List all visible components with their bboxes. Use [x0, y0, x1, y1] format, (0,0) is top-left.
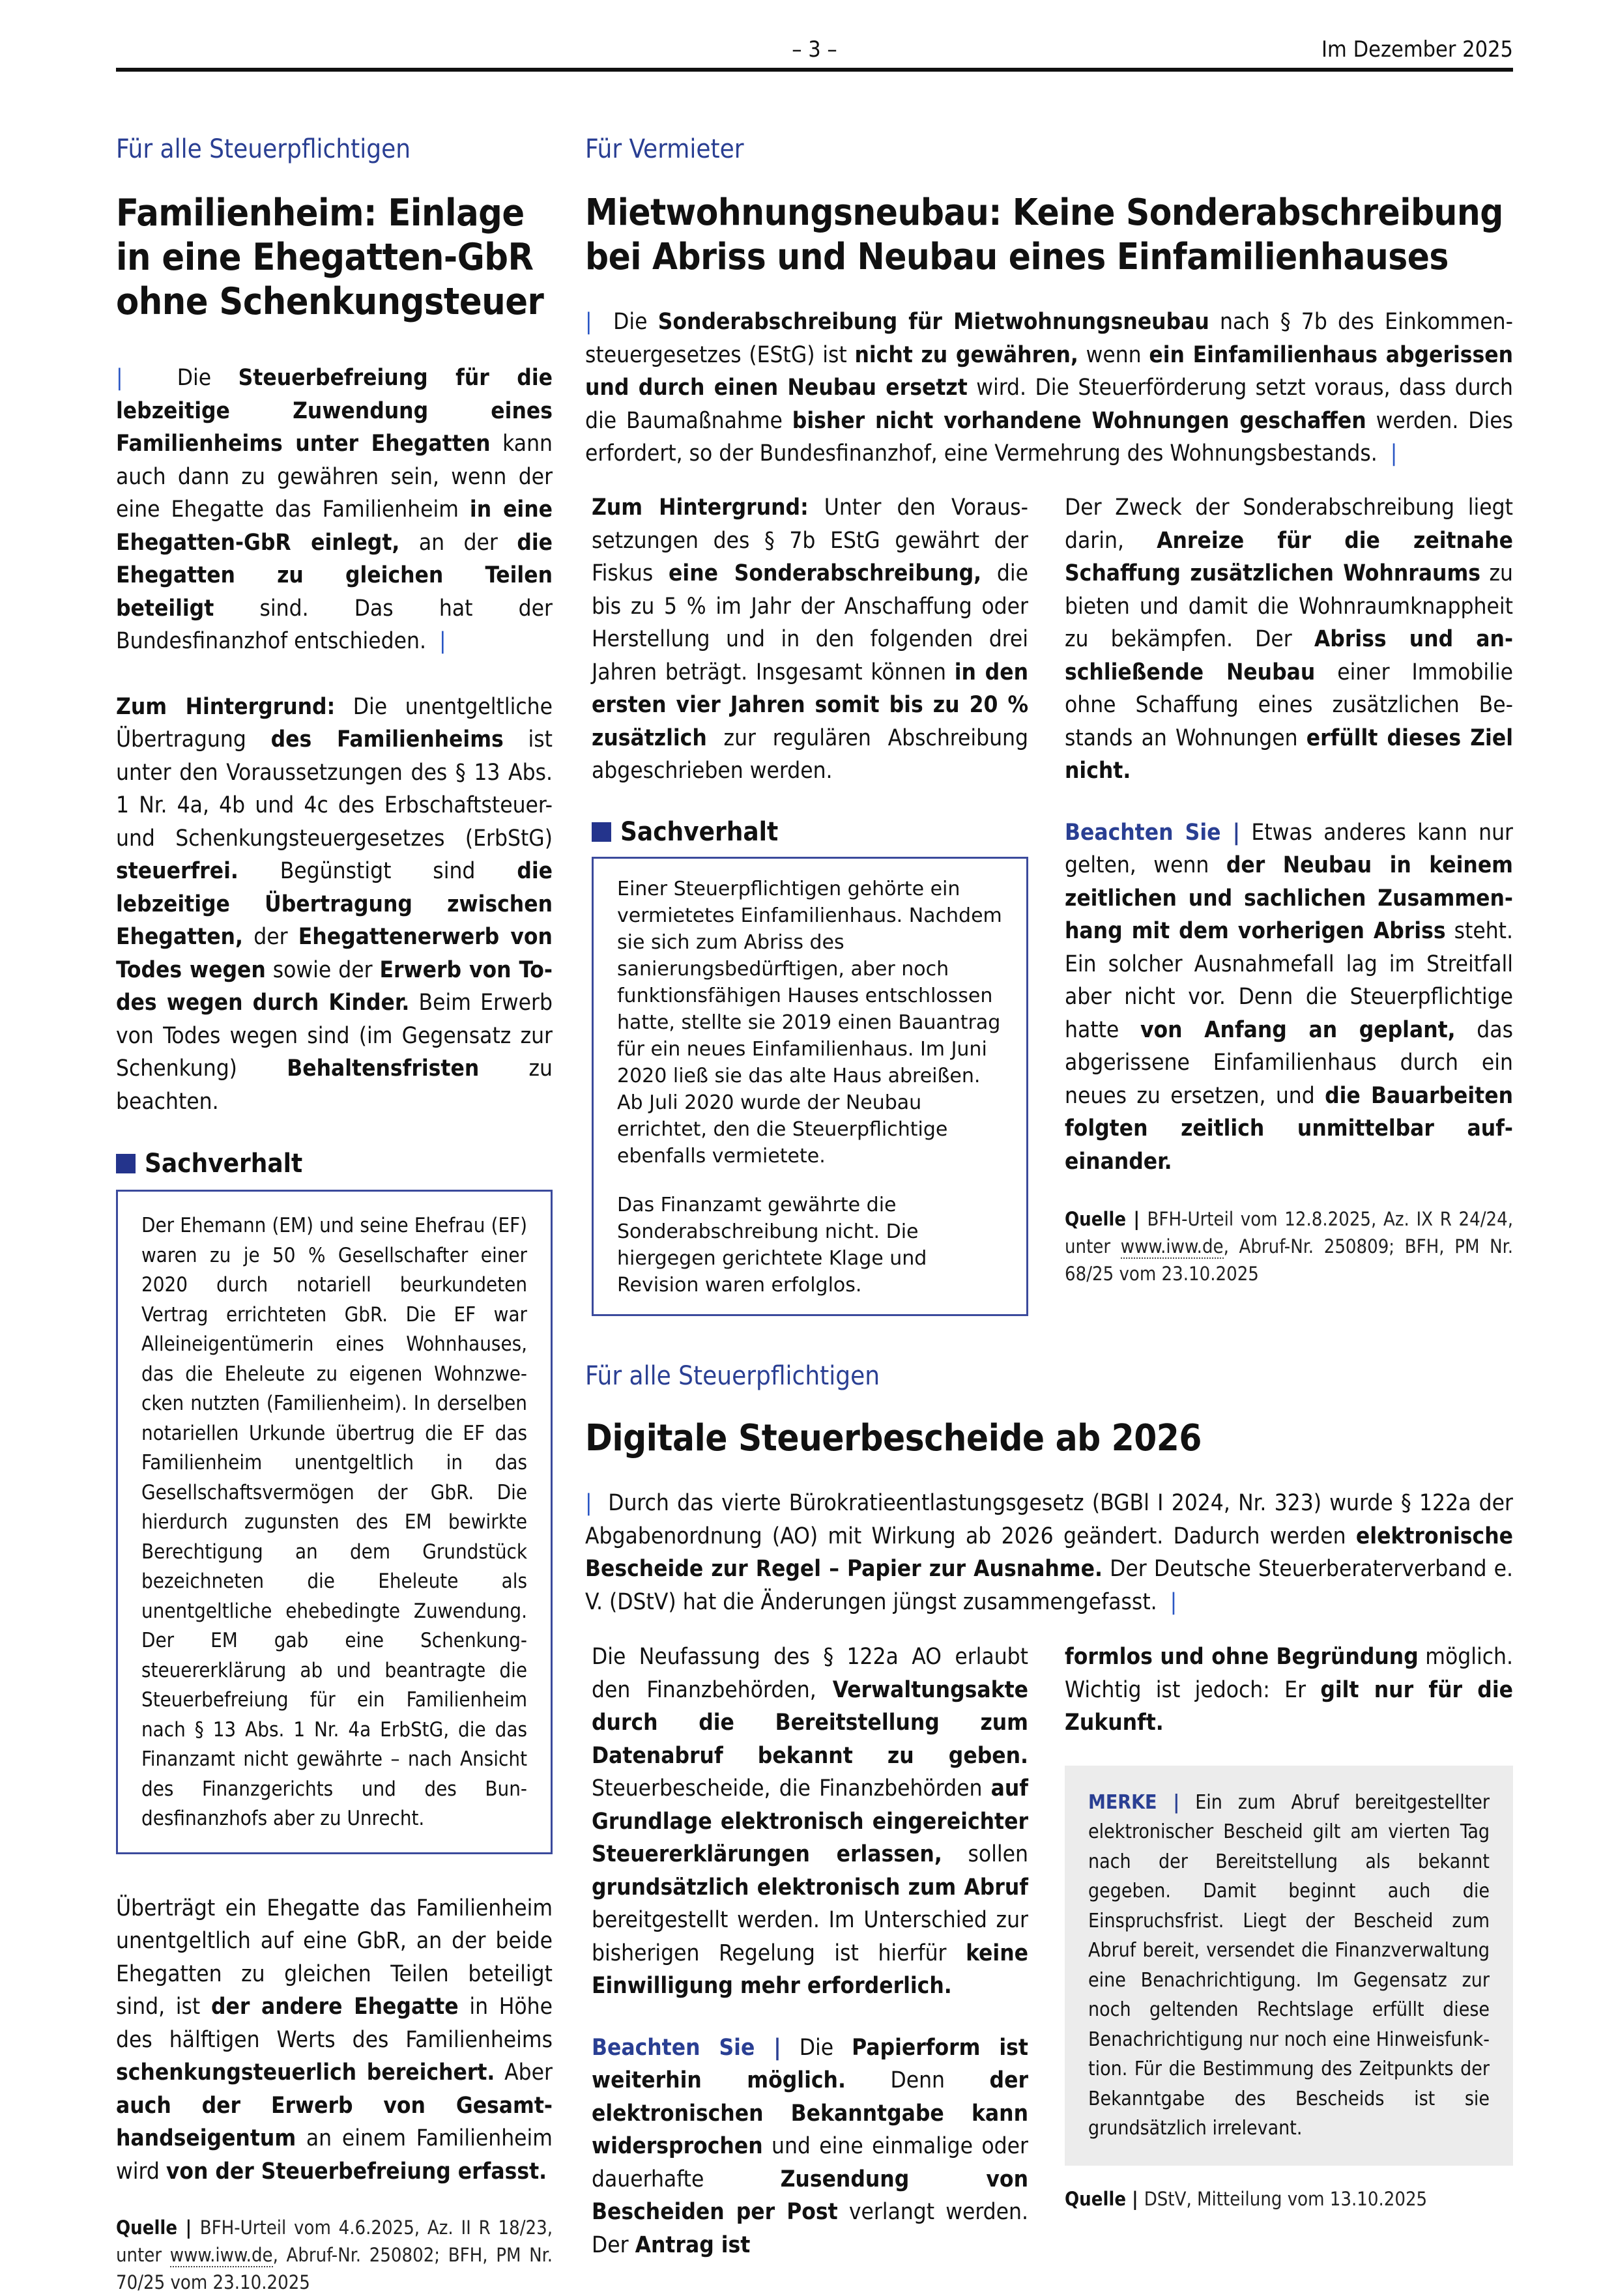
article-purpose: Der Zweck der Sonderabschreibung liegt darin, Anreize für die zeitnahe Schaffung zusätzlichen Wohnraums zu bieten und damit die Wohnraumknappheit zu bekämpfen. Der Abriss und anschließende Neubau einer Immobilie ohne Schaffung eines zusätzlichen Bestands an Wohnungen erfüllt dieses Ziel nicht. [1065, 495, 1514, 784]
article-kicker: Für Vermieter [585, 134, 744, 164]
square-bullet-icon [116, 1154, 136, 1173]
merke-box: MERKE | Ein zum Abruf bereitgestellter elektronischer Bescheid gilt am vierten Tag nach der Bereitstellung als bekannt gegeben. Damit beginnt auch die Einspruchsfrist. Liegt der Bescheid zum Abruf bereit, versendet die Finanzverwaltung eine Benachrichtigung. Im Gegensatz zur noch geltenden Rechtslage erfüllt diese Benachrichtigung nur noch eine Hinweisfunktion. Für die Bestimmung des Zeitpunkts der Bekanntgabe des Bescheids ist sie grundsätzlich irrelevant. [1065, 1766, 1513, 2166]
article2-right-column [1065, 491, 1513, 1287]
article-kicker: Für alle Steuerpflichtigen [585, 1361, 880, 1391]
article-conclusion: Überträgt ein Ehegatte das Familienheim unentgeltlich auf eine GbR, an der beide Ehegatten zu gleichen Teilen beteiligt sind, ist der andere Ehegatte in Höhe des hälftigen Werts des Familienheims schenkungsteuerlich bereichert. Aber auch der Erwerb von Gesamthandseigentum an einem Familienheim wird von der Steuerbefreiung erfasst. [116, 1895, 553, 2185]
facts-box: Der Ehemann (EM) und seine Ehefrau (EF) waren zu je 50 % Gesellschafter einer 2020 durch notariell beurkundeten Vertrag errichteten GbR. Die EF war Alleineigentümerin eines Wohnhauses, das die Eheleute zu eigenen Wohnzwecken nutzten (Familienheim). In derselben notariellen Urkunde übertrug die EF das Familienheim unentgeltlich in das Gesellschaftsvermögen der GbR. Die hierdurch zugunsten des EM bewirkte Berechtigung an dem Grundstück bezeichneten die Eheleute als unentgeltliche ehebedingte Zuwendung. Der EM gab eine Schenkungsteuererklärung ab und beantragte die Steuerbefreiung für ein Familienheim nach § 13 Abs. 1 Nr. 4a ErbStG, die das Finanzamt nicht gewährte – nach Ansicht des Finanzgerichts und des Bundesfinanzhofs aber zu Unrecht. [116, 1190, 553, 1854]
article-familienheim [116, 134, 553, 2296]
note-beachten-sie: Beachten Sie | Die Papierform ist weiterhin möglich. Denn der elektronischen Bekanntgabe kann widersprochen und eine einmalige oder dauerhafte Zusendung von Bescheiden per Post verlangt werden. Der Antrag ist [592, 2034, 1028, 2258]
lead-end-bar-icon: | [1377, 440, 1398, 466]
lead-end-bar-icon: | [1157, 1588, 1177, 1615]
article-background: Zum Hintergrund: Die unentgeltliche Übertragung des Familienheims ist unter den Voraussetzungen des § 13 Abs. 1 Nr. 4a, 4b und 4c des Erbschaftsteuer- und Schenkungsteuergesetzes (ErbStG) steuerfrei. Begünstigt sind die lebzeitige Übertragung zwischen Ehegatten, der Ehegattenerwerb von Todes wegen sowie der Erwerb von Todes wegen durch Kinder. Beim Erwerb von Todes wegen sind (im Gegensatz zur Schenkung) Behaltensfristen zu beachten. [116, 693, 553, 1115]
lead-bar-icon: | [585, 1490, 609, 1516]
article-kicker: Für alle Steuerpflichtigen [116, 134, 411, 164]
lead-bar-icon: | [585, 309, 614, 335]
section-heading-sachverhalt: Sachverhalt [116, 1148, 553, 1179]
source-citation: Quelle | BFH-Urteil vom 12.8.2025, Az. IX R 24/24, unter www.iww.de, Abruf-Nr. 250809; BFH, PM Nr. 68/25 vom 23.10.2025 [1065, 1208, 1513, 1285]
article3-middle-column [592, 1641, 1028, 2261]
source-citation: Quelle | DStV, Mitteilung vom 13.10.2025 [1065, 2187, 1428, 2210]
article-mietwohnungsneubau [585, 134, 1513, 470]
square-bullet-icon [592, 822, 611, 842]
article-lead: | Die Sonderabschreibung für Mietwohnungsneubau nach § 7b des Einkommensteuergesetzes (EStG) ist nicht zu gewähren, wenn ein Einfamilienhaus abgerissen und durch einen Neubau ersetzt wird. Die Steuerförderung setzt voraus, dass durch die Baumaßnahme bisher nicht vorhandene Wohnungen geschaffen werden. Dies erfordert, so der Bundesfinanzhof, eine Vermehrung des Wohnungsbestands. | [585, 309, 1514, 466]
article-digitale-steuerbescheide [585, 1360, 1513, 1618]
lead-bar-icon: | [116, 365, 177, 391]
issue-date: Im Dezember 2025 [1321, 36, 1513, 63]
section-heading-sachverhalt: Sachverhalt [592, 816, 1028, 848]
lead-end-bar-icon: | [426, 628, 446, 654]
facts-box: Einer Steuerpflichtigen gehörte ein vermietetes Einfamilienhaus. Nachdem sie sich zum Abriss des sanierungsbedürftigen, aber noch funktionsfähigen Hauses entschlossen hatte, stellte sie 2019 einen Bauantrag für ein neues Einfamilienhaus. Im Juni 2020 ließ sie das alte Haus abreißen. Ab Juli 2020 wurde der Neubau errichtet, den die Steuerpflichtige ebenfalls vermietete. Das Finanzamt gewährte die Sonderabschreibung nicht. Die hiergegen gerichtete Klage und Revision waren erfolglos. [592, 857, 1028, 1316]
article-title: Mietwohnungsneubau: Keine Sonderabschreibung bei Abriss und Neubau eines Einfamilienhauses [585, 192, 1503, 278]
article-title: Digitale Steuerbescheide ab 2026 [585, 1417, 1202, 1459]
iww-link[interactable]: www.iww.de [169, 2244, 273, 2266]
article-lead: | Durch das vierte Bürokratieentlastungsgesetz (BGBl I 2024, Nr. 323) wurde § 122a der Abgabenordnung (AO) mit Wirkung ab 2026 geändert. Dadurch werden elektronische Bescheide zur Regel – Papier zur Ausnahme. Der Deutsche Steuerberaterverband e. V. (DStV) hat die Änderungen jüngst zusammengefasst. | [585, 1490, 1514, 1615]
article-body: Die Neufassung des § 122a AO erlaubt den Finanzbehörden, Verwaltungsakte durch die Bereitstellung zum Datenabruf bekannt zu geben. Steuerbescheide, die Finanzbehörden auf Grundlage elektronisch eingereichter Steuererklärungen erlassen, sollen grundsätzlich elektronisch zum Abruf bereitgestellt werden. Im Unterschied zur bisherigen Regelung ist hierfür keine Einwilligung mehr erforderlich. [592, 1644, 1028, 1999]
article-continuation: formlos und ohne Begründung möglich. Wichtig ist jedoch: Er gilt nur für die Zukunft. [1065, 1644, 1513, 1736]
article-title: Familienheim: Einlage in eine Ehegatten-GbR ohne Schenkungsteuer [116, 192, 544, 323]
page-header [116, 34, 1513, 72]
article-background: Zum Hintergrund: Unter den Voraussetzungen des § 7b EStG gewährt der Fiskus eine Sonderabschreibung, die bis zu 5 % im Jahr der Anschaffung oder Herstellung und in den folgenden drei Jahren beträgt. Insgesamt können in den ersten vier Jahren somit bis zu 20 % zusätzlich zur regulären Abschreibung abgeschrieben werden. [592, 495, 1029, 784]
article3-right-column [1065, 1641, 1513, 2213]
note-beachten-sie: Beachten Sie | Etwas anderes kann nur gelten, wenn der Neubau in keinem zeitlichen und sachlichen Zusammenhang mit dem vorherigen Abriss steht. Ein solcher Ausnahmefall lag im Streitfall aber nicht vor. Denn die Steuerpflichtige hatte von Anfang an geplant, das abgerissene Einfamilienhaus durch ein neues zu ersetzen, und die Bauarbeiten folgten zeitlich unmittelbar aufeinander. [1065, 819, 1514, 1175]
article-lead: | Die Steuerbefreiung für die lebzeitige Zuwendung eines Familienheims unter Ehegatten kann auch dann zu gewähren sein, wenn der eine Ehegatte das Familienheim in eine Ehegatten-GbR einlegt, an der die Ehegatten zu gleichen Teilen beteiligt sind. Das hat der Bundesfinanzhof entschieden. | [116, 365, 553, 654]
source-citation: Quelle | BFH-Urteil vom 4.6.2025, Az. II R 18/23, unter www.iww.de, Abruf-Nr. 250802; BFH, PM Nr. 70/25 vom 23.10.2025 [116, 2217, 553, 2293]
iww-link[interactable]: www.iww.de [1120, 1235, 1224, 1257]
page-number: – 3 – [792, 36, 837, 63]
article2-middle-column [592, 491, 1028, 1316]
